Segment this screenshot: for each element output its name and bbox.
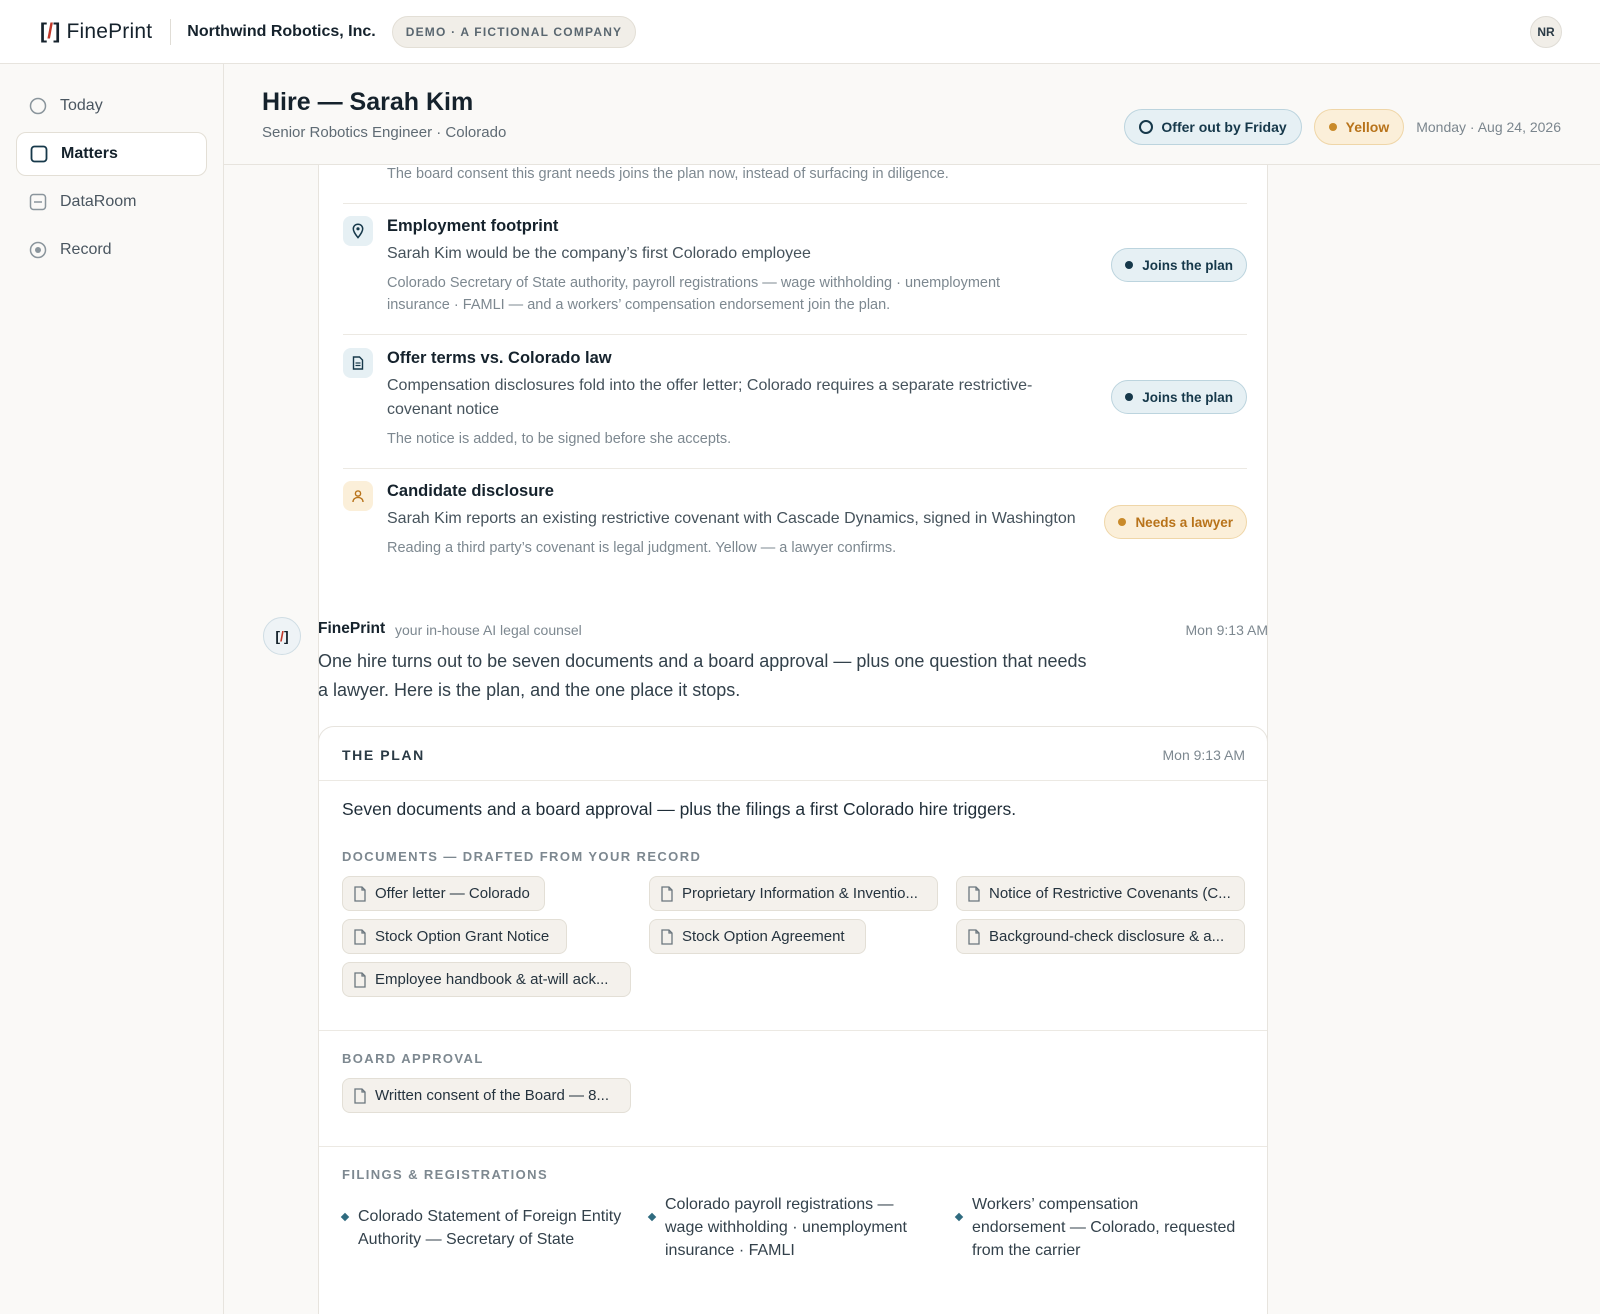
square-icon xyxy=(30,145,48,163)
finding-description: Sarah Kim reports an existing restrictive covenant with Cascade Dynamics, signed in Washington xyxy=(387,510,1076,527)
person-icon xyxy=(343,481,373,511)
document-chip-label: Stock Option Agreement xyxy=(682,928,845,945)
document-chip-label: Employee handbook & at-will ack... xyxy=(375,971,609,988)
logo-wordmark: FinePrint xyxy=(66,19,153,43)
status-pill-joins-plan[interactable] xyxy=(1111,248,1247,282)
row-divider xyxy=(343,334,1247,335)
finding-row-employment-footprint xyxy=(343,216,1247,321)
status-dot-icon xyxy=(1118,518,1126,526)
documents-section-label: DOCUMENTS — DRAFTED FROM YOUR RECORD xyxy=(342,849,702,864)
status-dot-icon xyxy=(1125,393,1133,401)
section-divider xyxy=(319,1146,1267,1147)
plan-card-header xyxy=(319,727,1267,781)
document-icon xyxy=(353,929,367,945)
document-icon xyxy=(353,886,367,902)
conversation-pane[interactable] xyxy=(224,165,1600,1314)
status-pill-needs-lawyer[interactable] xyxy=(1104,505,1247,539)
filing-item xyxy=(342,1205,622,1251)
finding-description: Sarah Kim would be the company’s first Colorado employee xyxy=(387,245,811,262)
plan-timestamp: Mon 9:13 AM xyxy=(1162,747,1245,763)
document-chip[interactable] xyxy=(956,876,1245,911)
circle-icon xyxy=(29,97,47,115)
filing-label: Workers’ compensation endorsement — Colorado, requested from the carrier xyxy=(972,1196,1236,1259)
document-chip[interactable] xyxy=(956,919,1245,954)
document-chip[interactable] xyxy=(342,962,631,997)
bullet-icon xyxy=(648,1213,656,1221)
document-icon xyxy=(967,886,981,902)
document-icon xyxy=(967,929,981,945)
bullet-icon xyxy=(341,1213,349,1221)
user-avatar[interactable]: NR xyxy=(1530,16,1562,48)
bullet-icon xyxy=(955,1213,963,1221)
status-dot-icon xyxy=(1125,261,1133,269)
finding-description: Compensation disclosures fold into the offer letter; Colorado requires a separate restrictive-covenant notice xyxy=(387,377,1033,418)
status-pill-joins-plan[interactable] xyxy=(1111,380,1247,414)
location-pin-icon xyxy=(343,216,373,246)
fineprint-logo[interactable] xyxy=(40,20,152,44)
document-chip-label: Proprietary Information & Inventio... xyxy=(682,885,918,902)
company-name[interactable]: Northwind Robotics, Inc. xyxy=(187,22,376,40)
document-icon xyxy=(660,929,674,945)
plan-label: THE PLAN xyxy=(342,747,425,763)
document-icon xyxy=(353,972,367,988)
row-divider xyxy=(343,468,1247,469)
page-title: Hire — Sarah Kim xyxy=(262,88,474,116)
sidebar-item-record[interactable] xyxy=(16,228,207,272)
filings-section-label: FILINGS & REGISTRATIONS xyxy=(342,1167,549,1182)
filing-item xyxy=(956,1193,1236,1262)
filing-label: Colorado Statement of Foreign Entity Authority — Secretary of State xyxy=(358,1208,622,1248)
filing-label: Colorado payroll registrations — wage withholding · unemployment insurance · FAMLI xyxy=(665,1196,907,1259)
message-text: One hire turns out to be seven documents and a board approval — plus one question that needs a lawyer. Here is the plan, and the one place it stops. xyxy=(318,651,1087,700)
matter-header xyxy=(224,64,1600,165)
ring-icon xyxy=(1139,120,1153,134)
document-chip[interactable] xyxy=(649,876,938,911)
finding-title: Employment footprint xyxy=(387,217,559,235)
finding-note: The notice is added, to be signed before she accepts. xyxy=(387,431,732,447)
previous-row-note: The board consent this grant needs joins the plan now, instead of surfacing in diligence. xyxy=(387,166,949,182)
sidebar-item-label: Matters xyxy=(61,145,118,162)
topbar-divider xyxy=(170,19,171,45)
section-divider xyxy=(319,1030,1267,1031)
logo-slash: / xyxy=(47,19,54,43)
document-chip-label: Written consent of the Board — 8... xyxy=(375,1087,610,1104)
document-chip[interactable] xyxy=(342,876,545,911)
finding-row-candidate-disclosure xyxy=(343,481,1247,566)
filing-item xyxy=(649,1193,929,1262)
plan-card xyxy=(318,726,1268,1314)
document-chip[interactable] xyxy=(649,919,866,954)
status-badge[interactable] xyxy=(1314,109,1405,145)
document-icon xyxy=(660,886,674,902)
plan-summary: Seven documents and a board approval — plus the filings a first Colorado hire triggers. xyxy=(342,799,1017,819)
finding-row-offer-terms xyxy=(343,348,1247,458)
box-icon xyxy=(29,193,47,211)
document-chip-label: Notice of Restrictive Covenants (C... xyxy=(989,885,1231,902)
assistant-avatar: [ / ] xyxy=(263,617,301,655)
finding-title: Offer terms vs. Colorado law xyxy=(387,349,612,367)
status-label: Yellow xyxy=(1345,119,1390,135)
status-pill-label: Joins the plan xyxy=(1142,257,1233,273)
document-icon xyxy=(343,348,373,378)
document-chip-label: Stock Option Grant Notice xyxy=(375,928,550,945)
demo-badge: DEMO · A FICTIONAL COMPANY xyxy=(392,16,637,48)
header-date: Monday · Aug 24, 2026 xyxy=(1416,119,1561,135)
document-chip-label: Background-check disclosure & a... xyxy=(989,928,1225,945)
document-chip-label: Offer letter — Colorado xyxy=(375,885,530,902)
board-section-label: BOARD APPROVAL xyxy=(342,1051,484,1066)
message-timestamp: Mon 9:13 AM xyxy=(1185,622,1268,638)
status-dot-icon xyxy=(1329,123,1337,131)
sidebar-item-label: Record xyxy=(60,241,112,258)
sidebar-item-label: Today xyxy=(60,97,103,114)
logo-bracket-close: ] xyxy=(53,19,61,43)
status-pill-label: Joins the plan xyxy=(1142,389,1233,405)
finding-title: Candidate disclosure xyxy=(387,482,554,500)
message-sender: FinePrint xyxy=(318,620,386,637)
document-chip[interactable] xyxy=(342,919,567,954)
finding-note: Reading a third party’s covenant is legal judgment. Yellow — a lawyer confirms. xyxy=(387,540,897,556)
sidebar-item-dataroom[interactable] xyxy=(16,180,207,224)
deadline-badge[interactable] xyxy=(1124,109,1301,145)
message-sender-role: your in-house AI legal counsel xyxy=(395,622,582,638)
top-bar xyxy=(0,0,1600,64)
sidebar-item-matters[interactable] xyxy=(16,132,207,176)
sidebar-item-label: DataRoom xyxy=(60,193,137,210)
document-icon xyxy=(353,1088,367,1104)
sidebar-item-today[interactable] xyxy=(16,84,207,128)
sidebar xyxy=(0,64,224,1314)
page-subtitle: Senior Robotics Engineer · Colorado xyxy=(262,124,507,141)
status-pill-label: Needs a lawyer xyxy=(1135,514,1233,530)
deadline-label: Offer out by Friday xyxy=(1161,119,1287,135)
finding-note: Colorado Secretary of State authority, payroll registrations — wage withholding · unemployment insurance · FAMLI — and a workers’ compensation endorsement join the plan. xyxy=(387,275,1001,313)
logo-bracket-open: [ xyxy=(40,19,48,43)
board-document-chip[interactable] xyxy=(342,1078,631,1113)
record-icon xyxy=(29,241,47,259)
row-divider xyxy=(343,203,1247,204)
